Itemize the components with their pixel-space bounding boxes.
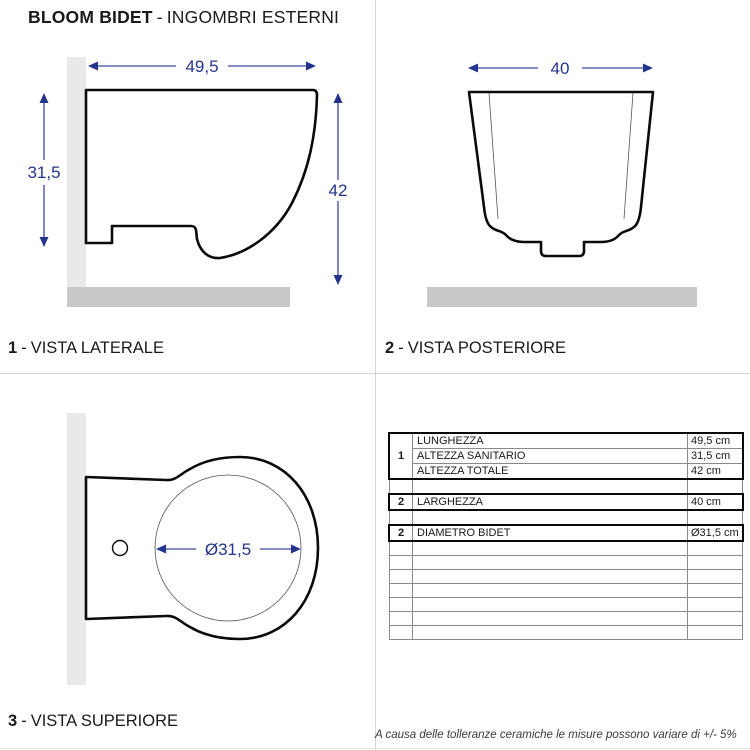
side-view-drawing — [0, 30, 375, 345]
view-name: VISTA LATERALE — [30, 339, 164, 357]
dimension-depth — [88, 57, 316, 76]
page-title — [28, 7, 339, 28]
horizontal-divider — [0, 373, 750, 374]
tolerance-note: A causa delle tolleranze ceramiche le misure possono variare di +/- 5% — [375, 729, 737, 741]
arrowhead-down-icon — [334, 275, 343, 285]
arrowhead-up-icon — [334, 93, 343, 103]
dimension-value: 40 — [550, 59, 570, 78]
dimension-value: Ø31,5 — [204, 540, 252, 559]
view-name: VISTA SUPERIORE — [30, 712, 179, 730]
table-row — [389, 494, 743, 510]
dim-label-cell: ALTEZZA TOTALE — [413, 464, 688, 480]
caption-separator: - — [398, 339, 404, 357]
dimension-height-sanitary — [27, 93, 60, 247]
dim-label-cell: DIAMETRO BIDET — [413, 525, 688, 541]
dim-value-cell: 49,5 cm — [688, 433, 743, 449]
table-spacer-row — [389, 479, 743, 494]
group-number-cell: 2 — [389, 494, 413, 510]
dim-value-cell: 40 cm — [688, 494, 743, 510]
dim-value-cell: Ø31,5 cm — [688, 525, 743, 541]
faucet-hole — [113, 541, 128, 556]
dimension-width — [468, 59, 653, 78]
dim-label-cell: LUNGHEZZA — [413, 433, 688, 449]
table-empty-row — [389, 598, 743, 612]
caption-vista-superiore — [8, 712, 178, 731]
floor-section — [427, 287, 697, 307]
dimensions-table — [388, 432, 744, 640]
caption-separator: - — [21, 712, 27, 730]
top-view-drawing — [0, 385, 375, 705]
caption-separator: - — [21, 339, 27, 357]
dimension-height-total — [329, 93, 348, 285]
product-name: BLOOM BIDET — [28, 7, 153, 27]
arrowhead-left-icon — [88, 62, 98, 71]
table-empty-row — [389, 612, 743, 626]
caption-vista-laterale — [8, 339, 164, 358]
bidet-rear-outline — [469, 92, 653, 256]
group-number-cell: 2 — [389, 525, 413, 541]
arrowhead-left-icon — [468, 64, 478, 73]
table-empty-row — [389, 626, 743, 640]
table-empty-row — [389, 584, 743, 598]
wall-section — [67, 413, 86, 685]
dim-value-cell: 42 cm — [688, 464, 743, 480]
group-number-cell: 1 — [389, 433, 413, 479]
table-row — [389, 449, 743, 464]
dimension-value: 42 — [328, 181, 348, 200]
title-separator: - — [156, 7, 163, 27]
table-empty-row — [389, 541, 743, 556]
arrowhead-right-icon — [643, 64, 653, 73]
rear-view-drawing — [375, 30, 750, 345]
table-spacer-row — [389, 510, 743, 525]
view-number: 1 — [8, 339, 18, 357]
arrowhead-right-icon — [306, 62, 316, 71]
bidet-side-outline — [86, 90, 317, 258]
table-row — [389, 525, 743, 541]
dim-label-cell: LARGHEZZA — [413, 494, 688, 510]
view-number: 2 — [385, 339, 395, 357]
title-subtitle: INGOMBRI ESTERNI — [166, 7, 340, 27]
bottom-edge-line — [0, 748, 750, 749]
caption-vista-posteriore — [385, 339, 566, 358]
floor-section — [67, 287, 290, 307]
dim-value-cell: 31,5 cm — [688, 449, 743, 464]
dimension-value: 49,5 — [185, 57, 219, 76]
arrowhead-down-icon — [40, 237, 49, 247]
dim-label-cell: ALTEZZA SANITARIO — [413, 449, 688, 464]
dimension-value: 31,5 — [27, 163, 61, 182]
table-empty-row — [389, 570, 743, 584]
table-row — [389, 464, 743, 480]
table-row — [389, 433, 743, 449]
wall-section — [67, 57, 86, 307]
view-name: VISTA POSTERIORE — [407, 339, 567, 357]
table-empty-row — [389, 556, 743, 570]
arrowhead-up-icon — [40, 93, 49, 103]
view-number: 3 — [8, 712, 18, 730]
